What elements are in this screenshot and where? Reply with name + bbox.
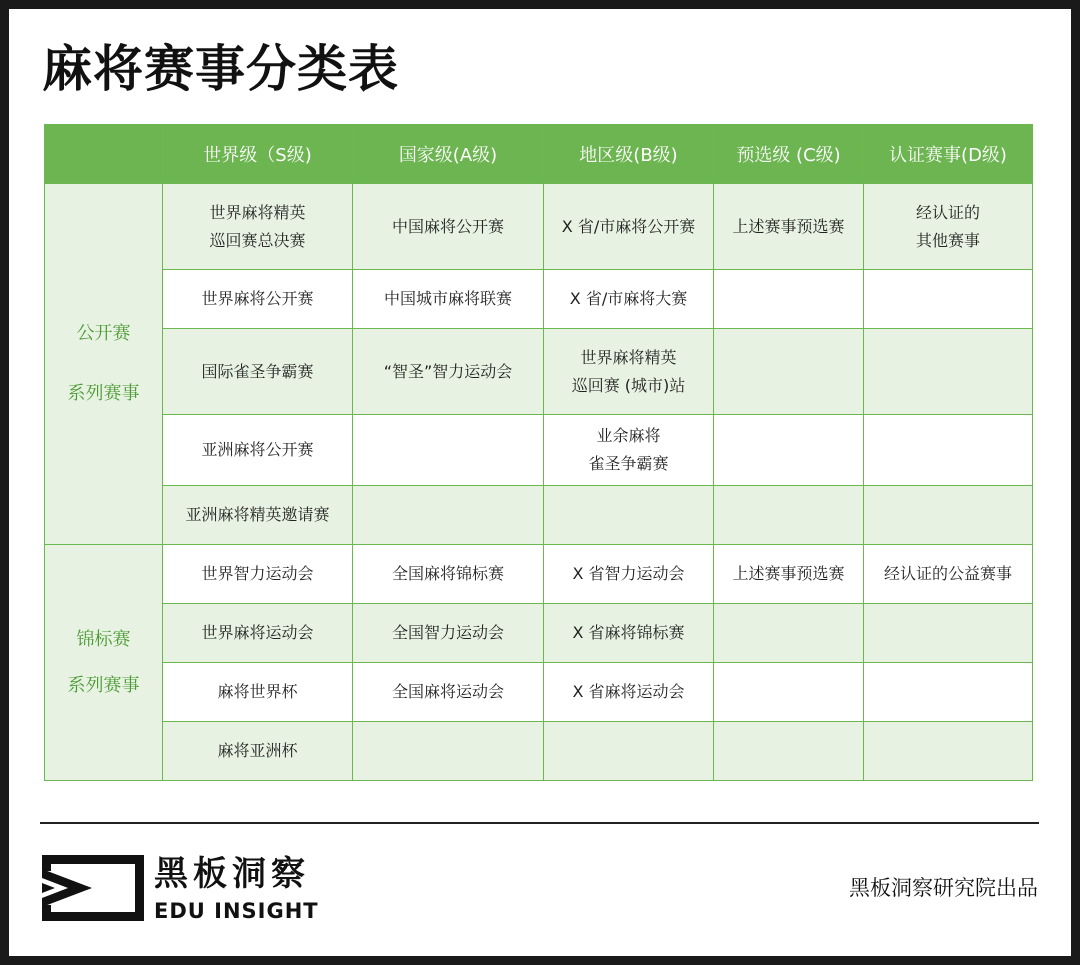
cell-text: 全国麻将运动会 xyxy=(391,682,504,701)
header-national-level: 国家级(A级) xyxy=(353,125,544,184)
footer-divider xyxy=(40,822,1039,824)
table-cell xyxy=(544,415,714,486)
table-cell xyxy=(544,545,714,604)
header-world-level: 世界级（S级) xyxy=(163,125,353,184)
table-cell xyxy=(714,486,864,545)
table-cell xyxy=(544,486,714,545)
cell-text: 中国麻将公开赛 xyxy=(391,216,504,236)
cell-text: X 省智力运动会 xyxy=(572,564,685,583)
table-cell xyxy=(544,722,714,781)
header-row xyxy=(45,125,1033,184)
table-cell xyxy=(864,663,1033,722)
cell-text: 巡回赛 (城市)站 xyxy=(571,375,686,395)
table-cell xyxy=(163,270,353,329)
cell-text: X 省/市麻将公开赛 xyxy=(561,216,696,236)
table-cell xyxy=(714,415,864,486)
header-qualifier-level: 预选级 (C级) xyxy=(714,125,864,184)
cell-text: 麻将世界杯 xyxy=(217,682,298,701)
cell-text: 全国智力运动会 xyxy=(391,623,504,642)
table-cell xyxy=(864,604,1033,663)
cell-text: 世界智力运动会 xyxy=(201,564,314,583)
eye-in-frame-icon xyxy=(42,855,144,921)
cell-text: 业余麻将 xyxy=(596,426,661,445)
table-cell xyxy=(544,663,714,722)
table-cell xyxy=(163,604,353,663)
table-cell xyxy=(714,184,864,270)
classification-table xyxy=(44,124,1033,781)
table-cell xyxy=(864,545,1033,604)
cell-text: 世界麻将运动会 xyxy=(201,623,314,642)
table-cell xyxy=(544,604,714,663)
table-cell xyxy=(544,270,714,329)
table-cell xyxy=(714,329,864,415)
cell-text: 麻将亚洲杯 xyxy=(217,741,298,760)
page-sheet xyxy=(9,9,1071,956)
group-label-line: 锦标赛 xyxy=(76,628,131,650)
table-row xyxy=(45,270,1033,329)
cell-text: 其他赛事 xyxy=(915,230,980,250)
table-cell xyxy=(864,184,1033,270)
cell-text: 世界麻将精英 xyxy=(580,347,677,367)
header-certified-level: 认证赛事(D级) xyxy=(864,125,1033,184)
table-cell xyxy=(163,663,353,722)
table-cell xyxy=(864,486,1033,545)
cell-text: 中国城市麻将联赛 xyxy=(383,289,512,308)
table-cell xyxy=(864,329,1033,415)
table-row xyxy=(45,415,1033,486)
cell-text: 世界麻将公开赛 xyxy=(201,289,314,308)
table-cell xyxy=(353,604,544,663)
table-cell xyxy=(163,722,353,781)
table-cell xyxy=(163,415,353,486)
cell-text: 全国麻将锦标赛 xyxy=(391,564,504,583)
table-cell xyxy=(864,722,1033,781)
table-cell xyxy=(864,270,1033,329)
table-cell xyxy=(353,270,544,329)
table-cell xyxy=(353,663,544,722)
table-body xyxy=(45,184,1033,781)
cell-text: 国际雀圣争霸赛 xyxy=(201,361,314,381)
group-label-line: 系列赛事 xyxy=(67,674,140,696)
table-cell xyxy=(163,545,353,604)
cell-text: 经认证的 xyxy=(915,202,980,222)
cell-text: “智圣”智力运动会 xyxy=(383,361,513,381)
table-cell xyxy=(714,604,864,663)
table-cell xyxy=(714,270,864,329)
cell-text: 亚洲麻将精英邀请赛 xyxy=(185,505,330,524)
table-cell xyxy=(163,184,353,270)
brand-english: EDU INSIGHT xyxy=(154,899,319,923)
table-cell xyxy=(353,486,544,545)
group-label-cell xyxy=(45,184,163,545)
table-cell xyxy=(544,329,714,415)
table-cell xyxy=(353,415,544,486)
cell-text: X 省麻将运动会 xyxy=(572,682,685,701)
table-cell xyxy=(544,184,714,270)
table-cell xyxy=(353,329,544,415)
group-label-line: 系列赛事 xyxy=(67,383,140,404)
brand-name: 黑板洞察 xyxy=(154,854,310,894)
table-row xyxy=(45,184,1033,270)
table-cell xyxy=(353,545,544,604)
table-cell xyxy=(714,722,864,781)
table-row xyxy=(45,663,1033,722)
cell-text: 世界麻将精英 xyxy=(209,202,306,222)
table-cell xyxy=(163,486,353,545)
cell-text: 经认证的公益赛事 xyxy=(883,564,1012,583)
table-row xyxy=(45,604,1033,663)
header-regional-level: 地区级(B级) xyxy=(544,125,714,184)
page-title: 麻将赛事分类表 xyxy=(42,40,399,98)
table-cell xyxy=(353,722,544,781)
table-row xyxy=(45,486,1033,545)
table-row xyxy=(45,722,1033,781)
cell-text: X 省/市麻将大赛 xyxy=(569,289,688,308)
table-cell xyxy=(163,329,353,415)
cell-text: 雀圣争霸赛 xyxy=(588,454,669,473)
header-corner xyxy=(45,125,163,184)
table-cell xyxy=(714,663,864,722)
table-row xyxy=(45,545,1033,604)
cell-text: X 省麻将锦标赛 xyxy=(572,623,685,642)
credit-line: 黑板洞察研究院出品 xyxy=(849,876,1038,900)
cell-text: 亚洲麻将公开赛 xyxy=(201,440,314,459)
table-cell xyxy=(864,415,1033,486)
cell-text: 上述赛事预选赛 xyxy=(732,216,845,236)
table-cell xyxy=(714,545,864,604)
cell-text: 上述赛事预选赛 xyxy=(732,564,845,583)
group-label-line: 公开赛 xyxy=(76,323,131,344)
group-label-cell xyxy=(45,545,163,781)
cell-text: 巡回赛总决赛 xyxy=(209,230,306,250)
table-cell xyxy=(353,184,544,270)
table-row xyxy=(45,329,1033,415)
